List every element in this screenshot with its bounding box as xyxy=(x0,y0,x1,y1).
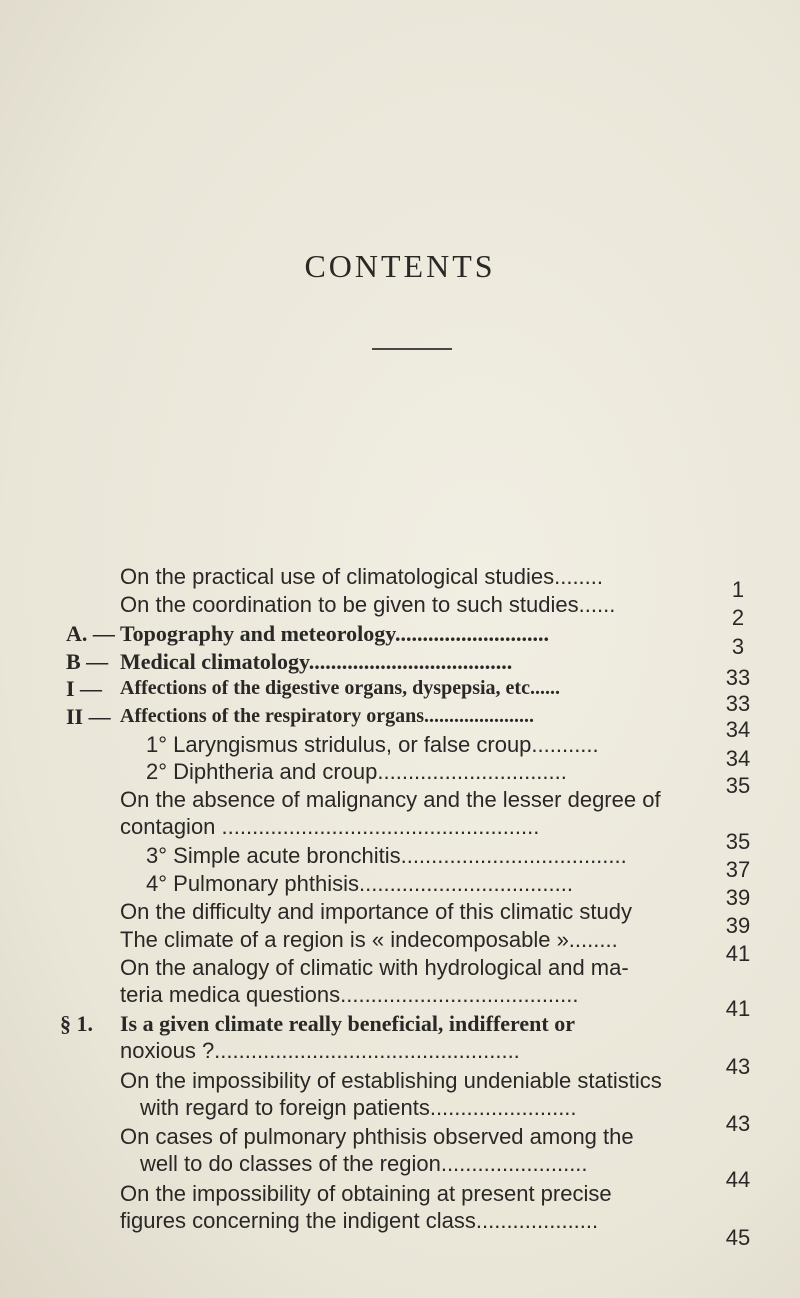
entry-text-continued: figures concerning the indigent class.................... xyxy=(120,1208,599,1233)
entry-text: On the difficulty and importance of this climatic study xyxy=(120,899,632,924)
entry-text: Medical climatology..................................... xyxy=(120,649,513,674)
page-title: CONTENTS xyxy=(304,248,496,284)
entry-text-continued: teria medica questions....................................... xyxy=(120,982,579,1007)
entry-text: Affections of the respiratory organs...................... xyxy=(120,705,535,727)
page-number: 35 xyxy=(725,829,751,854)
entry-marker: B — xyxy=(66,649,109,674)
page-number: 2 xyxy=(731,605,745,630)
page-number: 43 xyxy=(725,1111,751,1136)
entry-text: On the impossibility of establishing undeniable statistics xyxy=(120,1068,662,1093)
entry-text-continued: well to do classes of the region........................ xyxy=(140,1151,588,1176)
entry-text: On cases of pulmonary phthisis observed among the xyxy=(120,1124,634,1149)
entry-text: On the analogy of climatic with hydrological and ma- xyxy=(120,955,629,980)
page-number: 1 xyxy=(731,577,745,602)
entry-text: 2° Diphtheria and croup............................... xyxy=(146,759,567,784)
page-number: 41 xyxy=(725,996,751,1021)
page-number: 37 xyxy=(725,857,751,882)
entry-text: The climate of a region is « indecomposable »........ xyxy=(120,927,618,952)
page-number: 33 xyxy=(725,665,751,690)
page-number: 33 xyxy=(725,691,751,716)
entry-marker: § 1. xyxy=(60,1011,93,1036)
page-number: 43 xyxy=(725,1054,751,1079)
page-number: 39 xyxy=(725,885,751,910)
page-number: 35 xyxy=(725,773,751,798)
entry-text: Topography and meteorology............................ xyxy=(120,621,550,646)
entry-text: On the practical use of climatological studies........ xyxy=(120,564,604,589)
entry-text: 4° Pulmonary phthisis................................... xyxy=(146,871,573,896)
page-number: 41 xyxy=(725,941,751,966)
page-number: 45 xyxy=(725,1225,751,1250)
entry-text: 1° Laryngismus stridulus, or false croup........... xyxy=(146,732,599,757)
entry-text: Affections of the digestive organs, dyspepsia, etc...... xyxy=(120,677,560,699)
entry-marker: II — xyxy=(66,704,111,729)
entry-text-continued: noxious ?.................................................. xyxy=(120,1038,520,1063)
page-number: 39 xyxy=(725,913,751,938)
entry-text: Is a given climate really beneficial, indifferent or xyxy=(120,1011,575,1036)
entry-text: On the coordination to be given to such studies...... xyxy=(120,592,616,617)
page-number: 3 xyxy=(731,634,745,659)
entry-text-continued: contagion .................................................... xyxy=(120,814,540,839)
page-number: 34 xyxy=(725,717,751,742)
entry-text: On the impossibility of obtaining at present precise xyxy=(120,1181,612,1206)
entry-marker: A. — xyxy=(66,621,115,646)
entry-marker: I — xyxy=(66,676,103,701)
page-number: 34 xyxy=(725,746,751,771)
entry-text-continued: with regard to foreign patients........................ xyxy=(140,1095,577,1120)
entry-text: On the absence of malignancy and the lesser degree of xyxy=(120,787,661,812)
entry-text: 3° Simple acute bronchitis..................................... xyxy=(146,843,627,868)
page-number: 44 xyxy=(725,1167,751,1192)
